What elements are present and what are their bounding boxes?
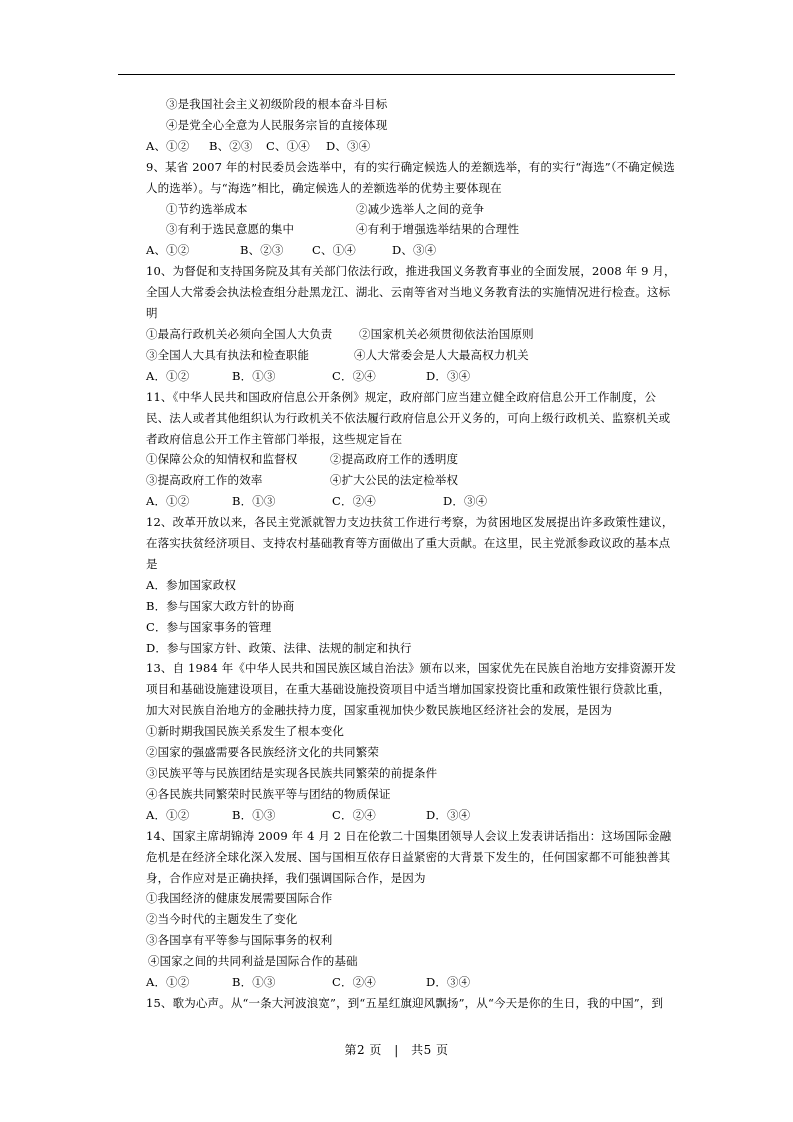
q9-answer-c: C、①④ [312, 243, 356, 258]
q11-answers [146, 491, 678, 512]
q8-answer-a: A、①② [146, 138, 190, 153]
q13-option-2: ②国家的强盛需要各民族经济文化的共同繁荣 [146, 745, 379, 760]
page-number: 第2 页 [344, 1043, 382, 1057]
q9-stem: 9、某省 2007 年的村民委员会选举中，有的实行确定候选人的差额选举，有的实行“海选”（不确定候选人的选举）。与“海选”相比，确定候选人的差额选举的优势主要体现在 [146, 159, 675, 195]
q9-option-4: ④有利于增强选举结果的合理性 [356, 222, 520, 237]
q11-options-row-1 [146, 449, 678, 470]
page-footer [0, 1041, 793, 1058]
q11-option-2: ②提高政府工作的透明度 [330, 452, 459, 467]
q11-option-3: ③提高政府工作的效率 [146, 473, 263, 488]
q13-answer-a: A．①② [146, 807, 190, 822]
q12-stem: 12、改革开放以来，各民主党派就智力支边扶贫工作进行考察，为贫困地区发展提出许多政策性建议，在落实扶贫经济项目、支持农村基础教育等方面做出了重大贡献。在这里，民主党派参政议政的基本点是 [146, 515, 674, 571]
q14-option-1: ①我国经济的健康发展需要国际合作 [146, 891, 333, 906]
q13-option-3: ③民族平等与民族团结是实现各民族共同繁荣的前提条件 [146, 766, 438, 780]
q14-answer-a: A．①② [146, 975, 190, 990]
q14-option-2: ②当今时代的主题发生了变化 [146, 912, 298, 927]
q10-options-row-1 [146, 324, 678, 345]
q10-answer-b: B．①③ [232, 368, 276, 383]
page-total: 共5 页 [411, 1043, 449, 1057]
q11-option-1: ①保障公众的知情权和监督权 [146, 452, 298, 467]
q11-stem: 11、《中华人民共和国政府信息公开条例》规定，政府部门应当建立健全政府信息公开工作制度，公民、法人或者其他组织认为行政机关不依法履行政府信息公开义务的，可向上级行政机关、监察机关或者政府信息公开工作主管部门举报，这些规定旨在 [146, 389, 671, 446]
q9-answer-d: D、③④ [392, 243, 437, 258]
q11-answer-b: B．①③ [232, 494, 276, 509]
q8-answer-b: B、②③ [209, 138, 253, 153]
q10-options-row-2 [146, 345, 678, 366]
q12-choice-d: D．参与国家方针、政策、法律、法规的制定和执行 [146, 640, 412, 655]
q13-answer-d: D．③④ [426, 807, 471, 822]
q10-option-1: ①最高行政机关必须向全国人大负责 [146, 326, 333, 341]
q14-answer-c: C．②④ [332, 975, 376, 990]
q11-answer-c: C．②④ [332, 494, 376, 509]
q11-answer-a: A．①② [146, 494, 190, 509]
q8-option-4: ④是党全心全意为人民服务宗旨的直接体现 [166, 117, 388, 132]
q9-answer-b: B、②③ [240, 243, 284, 258]
q10-stem: 10、为督促和支持国务院及其有关部门依法行政，推进我国义务教育事业的全面发展，2008 年 9 月，全国人大常委会执法检查组分赴黑龙江、湖北、云南等省对当地义务教育法的实施情况进行检查。这标明 [146, 264, 676, 321]
q13-stem: 13、自 1984 年《中华人民共和国民族区域自治法》颁布以来，国家优先在民族自治地方安排资源开发项目和基础设施建设项目，在重大基础设施投资项目中适当增加国家投资比重和政策性银行贷款比重，加大对民族自治地方的金融扶持力度，国家重视加快少数民族地区经济社会的发展，是因为 [146, 661, 677, 718]
q10-answer-d: D．③④ [426, 368, 471, 383]
q15-stem: 15、歌为心声。从“一条大河波浪宽”，到“五星红旗迎风飘扬”，从“今天是你的生日，我的中国”，到 [146, 995, 664, 1010]
q14-answers [146, 972, 678, 993]
q13-answers [146, 805, 678, 826]
q13-answer-c: C．②④ [332, 807, 376, 822]
q9-option-1: ①节约选举成本 [166, 201, 248, 216]
q8-answers [146, 136, 678, 157]
q13-option-1: ①新时期我国民族关系发生了根本变化 [146, 724, 345, 739]
q11-answer-d: D．③④ [443, 494, 488, 509]
q14-option-3: ③各国享有平等参与国际事务的权利 [146, 933, 333, 948]
q14-option-4: ④国家之间的共同利益是国际合作的基础 [148, 954, 358, 969]
q9-option-3: ③有利于选民意愿的集中 [166, 222, 295, 237]
q11-options-row-2 [146, 470, 678, 491]
header-rule [118, 74, 675, 75]
q14-answer-d: D．③④ [426, 975, 471, 990]
q10-option-2: ②国家机关必须贯彻依法治国原则 [359, 326, 534, 341]
q10-answers [146, 366, 678, 387]
footer-separator: | [394, 1043, 399, 1057]
q9-answer-a: A、①② [146, 243, 190, 258]
q14-answer-b: B．①③ [232, 975, 276, 990]
q10-option-4: ④人大常委会是人大最高权力机关 [354, 347, 529, 362]
q11-option-4: ④扩大公民的法定检举权 [330, 473, 459, 488]
q8-answer-d: D、③④ [326, 138, 371, 153]
q12-choice-a: A．参加国家政权 [146, 577, 237, 592]
q8-answer-c: C、①④ [266, 138, 310, 153]
q12-choice-c: C．参与国家事务的管理 [146, 619, 272, 634]
q9-answers [146, 240, 678, 261]
q8-option-3: ③是我国社会主义初级阶段的根本奋斗目标 [166, 97, 388, 111]
q14-stem: 14、国家主席胡锦涛 2009 年 4 月 2 日在伦敦二十国集团领导人会议上发表讲话指出：这场国际金融危机是在经济全球化深入发展、国与国相互依存日益紧密的大背景下发生的，任何国家都不可能独善其身，合作应对是正确抉择，我们强调国际合作，是因为 [146, 828, 672, 885]
q13-answer-b: B．①③ [232, 807, 276, 822]
q13-option-4: ④各民族共同繁荣时民族平等与团结的物质保证 [146, 786, 391, 801]
q10-option-3: ③全国人大具有执法和检查职能 [146, 347, 310, 362]
q9-options-row-2 [146, 219, 678, 240]
q10-answer-a: A．①② [146, 368, 190, 383]
q9-options-row-1 [146, 199, 678, 220]
exam-page-content [146, 94, 678, 1014]
q9-option-2: ②减少选举人之间的竞争 [356, 201, 485, 216]
q12-choice-b: B．参与国家大政方针的协商 [146, 598, 295, 613]
q10-answer-c: C．②④ [332, 368, 376, 383]
